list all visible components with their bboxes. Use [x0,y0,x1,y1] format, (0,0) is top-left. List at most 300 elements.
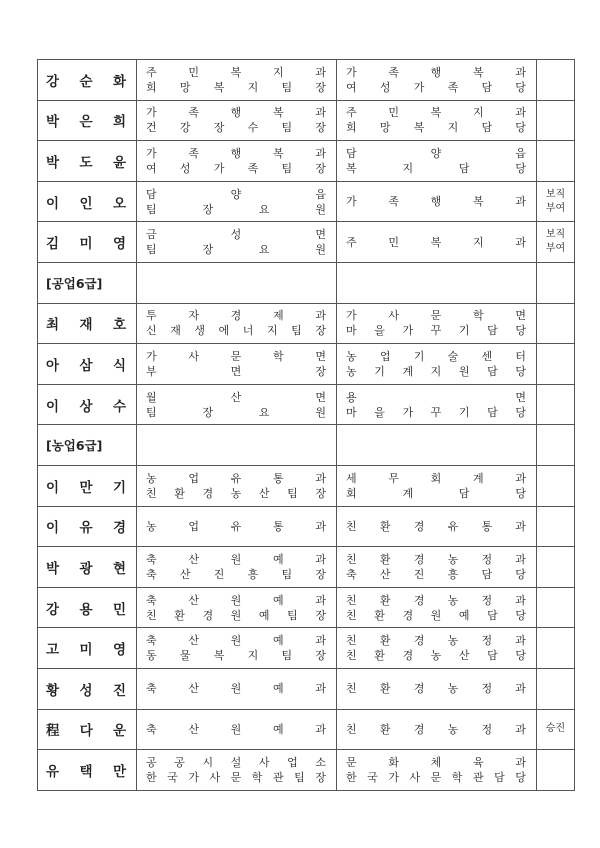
char: 친 [346,519,357,533]
char: 장 [315,608,326,622]
char: 지 [472,106,484,120]
char: 면 [230,364,242,378]
char: 황 [46,682,60,699]
person-name [46,476,126,496]
char: 친 [346,649,357,663]
char: 과 [315,634,326,648]
char: 과 [315,722,326,736]
char: 정 [481,593,493,607]
char: 환 [379,593,391,607]
char: 과 [315,593,326,607]
remarks-cell [537,709,575,750]
char: 담 [487,405,498,419]
table-row [38,222,575,263]
char: 계 [472,471,484,485]
char: 통 [481,519,493,533]
char: 지 [247,649,259,663]
char: 민 [112,601,126,618]
char: 당 [515,80,526,94]
previous-post-cell [137,303,337,344]
text-line [346,770,526,785]
char: 유 [230,519,242,533]
char: 원 [315,405,326,419]
text-line [146,364,326,379]
previous-post-cell [137,344,337,385]
char: 현 [112,560,126,577]
table-row [38,506,575,547]
text-line [146,770,326,785]
char: 지 [266,324,278,338]
char: 당 [515,567,526,581]
char: 농 [146,471,157,485]
char: 을 [374,324,385,338]
text-line [346,486,526,501]
char: 당 [515,770,526,784]
person-name [46,760,126,780]
char: 예 [258,608,270,622]
char: 경 [202,608,214,622]
table-row [38,709,575,750]
char: 과 [515,471,526,485]
text-line [146,567,326,582]
text-line [346,194,526,209]
char: 사 [409,770,421,784]
char: 장 [202,202,214,216]
text-line [346,648,526,663]
char: 술 [447,349,459,363]
text-line [346,105,526,120]
remarks-cell [537,222,575,263]
char: 과 [315,519,326,533]
char: 축 [146,593,157,607]
char: 월 [146,390,157,404]
char: 원 [230,634,242,648]
new-post-cell [337,344,537,385]
char: 담 [481,567,493,581]
char: 장 [315,324,326,338]
char: 팀 [281,161,293,175]
char: 장 [202,243,214,257]
new-post-cell [337,587,537,628]
char: 예 [272,722,284,736]
person-name [46,110,126,130]
text-line [146,486,326,501]
char: 성 [179,161,191,175]
char: 정 [481,722,493,736]
char: 예 [272,634,284,648]
text-line [146,242,326,257]
table-row [38,181,575,222]
char: 기 [413,349,425,363]
char: 사 [209,770,221,784]
empty-cell [337,425,537,466]
char: 학 [451,770,463,784]
char: 친 [346,552,357,566]
previous-post-cell [137,141,337,182]
text-line [346,308,526,323]
char: 환 [174,608,185,622]
char: 삼 [79,357,93,374]
char: 과 [315,552,326,566]
char: 당 [515,608,526,622]
remarks-cell [537,384,575,425]
char: 원 [230,593,242,607]
char: 여 [146,161,157,175]
previous-post-cell [137,547,337,588]
char: 농 [447,634,459,648]
char: 업 [287,755,298,769]
person-name [46,313,126,333]
char: 산 [188,634,199,648]
text-line [146,146,326,161]
char: 원 [230,722,242,736]
name-cell [38,668,137,709]
char: 지 [447,121,459,135]
char: 축 [346,567,357,581]
char: 가 [346,65,357,79]
text-line [146,390,326,405]
char: 원 [458,364,470,378]
char: 팀 [146,243,157,257]
char: 상 [79,398,93,415]
table-row [38,141,575,182]
char: 한 [346,770,357,784]
name-cell [38,344,137,385]
char: 축 [146,722,157,736]
char: 유 [230,471,242,485]
text-line [146,519,326,534]
char: 산 [379,567,391,581]
char: 원 [430,608,442,622]
char: 양 [230,187,242,201]
text-line [146,349,326,364]
remark-text: 부여 [545,202,566,214]
char: 고 [46,642,60,659]
char: 김 [46,236,60,253]
text-line [346,390,526,405]
char: 지 [272,65,284,79]
new-post-cell [337,384,537,425]
char: 담 [487,364,498,378]
empty-cell [137,262,337,303]
char: 과 [315,106,326,120]
char: 학 [272,349,284,363]
char: 환 [174,486,185,500]
char: 담 [458,486,470,500]
char: 강 [179,121,191,135]
char: 축 [146,634,157,648]
char: 주 [146,65,157,79]
char: 수 [247,121,259,135]
char: 복 [213,649,225,663]
remarks-cell [537,100,575,141]
text-line [146,187,326,202]
char: 지 [402,161,414,175]
char: 관 [272,770,284,784]
text-line [146,120,326,135]
char: 만 [79,479,93,496]
char: 학 [472,309,484,323]
char: 가 [188,770,199,784]
char: 수 [112,398,126,415]
text-line [146,105,326,120]
char: 산 [179,567,191,581]
char: 양 [430,146,442,160]
text-line [346,593,526,608]
new-post-cell [337,465,537,506]
char: 족 [188,106,199,120]
person-name [46,70,126,90]
remarks-cell [537,506,575,547]
char: 과 [515,235,526,249]
previous-post-cell [137,628,337,669]
char: 꾸 [430,405,442,419]
char: 통 [272,471,284,485]
char: 사 [388,309,399,323]
char: 면 [515,390,526,404]
char: 마 [346,405,357,419]
remarks-cell [537,344,575,385]
char: 산 [188,682,199,696]
char: 가 [402,324,414,338]
char: 호 [112,317,126,334]
char: 운 [112,723,126,740]
char: 원 [315,202,326,216]
char: 민 [188,65,199,79]
char: 과 [515,195,526,209]
char: 복 [472,195,484,209]
char: 가 [388,770,399,784]
char: 경 [112,520,126,537]
char: 당 [515,486,526,500]
char: 원 [230,552,242,566]
name-cell [38,547,137,588]
char: 과 [315,682,326,696]
char: 팀 [146,405,157,419]
char: 지 [247,80,259,94]
char: 산 [188,593,199,607]
char: 기 [458,324,470,338]
char: 문 [230,770,242,784]
table-row [38,60,575,101]
char: 희 [146,80,157,94]
previous-post-cell [137,506,337,547]
char: 담 [481,80,493,94]
char: 농 [447,552,459,566]
char: 친 [346,682,357,696]
text-line [346,608,526,623]
char: 회 [346,486,357,500]
empty-cell [537,262,575,303]
previous-post-cell [137,384,337,425]
new-post-cell [337,709,537,750]
char: 환 [374,649,385,663]
char: 농 [430,649,442,663]
text-line [346,633,526,648]
char: 체 [430,755,442,769]
char: 축 [146,567,157,581]
char: 이 [46,195,60,212]
char: 당 [515,364,526,378]
char: 장 [213,121,225,135]
char: 박 [46,560,60,577]
char: 공 [174,755,185,769]
char: 광 [79,560,93,577]
char: 과 [515,65,526,79]
name-cell [38,628,137,669]
name-cell [38,303,137,344]
char: 제 [272,309,284,323]
char: 친 [346,634,357,648]
char: 과 [515,722,526,736]
char: 경 [402,649,414,663]
char: 당 [515,121,526,135]
char: 다 [79,723,93,740]
char: 예 [272,552,284,566]
char: 영 [112,236,126,253]
char: 장 [202,405,214,419]
name-cell [38,709,137,750]
section-label: [공업6급] [38,262,137,303]
char: 복 [272,106,284,120]
remarks-cell [537,587,575,628]
previous-post-cell [137,181,337,222]
text-line [346,405,526,420]
section-label: [농업6급] [38,425,137,466]
char: 행 [430,195,442,209]
char: 이 [46,479,60,496]
char: 화 [112,73,126,90]
char: 복 [213,80,225,94]
remarks-cell [537,668,575,709]
table-row [38,100,575,141]
char: 가 [146,349,157,363]
text-line [146,608,326,623]
char: 요 [258,243,270,257]
text-line [346,235,526,250]
char: 원 [230,682,242,696]
char: 행 [230,146,242,160]
text-line [146,405,326,420]
char: 경 [413,634,425,648]
char: 민 [388,235,399,249]
char: 행 [430,65,442,79]
char: 과 [315,471,326,485]
name-cell [38,384,137,425]
table-row [38,303,575,344]
char: 정 [481,634,493,648]
char: 가 [346,309,357,323]
char: 족 [247,161,259,175]
char: 인 [79,195,93,212]
char: 너 [242,324,254,338]
char: 무 [388,471,399,485]
char: 가 [402,405,414,419]
text-line [146,471,326,486]
char: 화 [388,755,399,769]
char: 농 [447,682,459,696]
char: 농 [346,349,357,363]
char: 가 [146,146,157,160]
char: 꾸 [430,324,442,338]
new-post-cell [337,506,537,547]
char: 농 [447,722,459,736]
char: 복 [230,65,242,79]
person-name [46,598,126,618]
char: 경 [230,309,242,323]
char: 족 [188,146,199,160]
char: 진 [213,567,225,581]
char: 문 [346,755,357,769]
remarks-cell [537,141,575,182]
char: 가 [213,161,225,175]
text-line [146,681,326,696]
text-line [146,308,326,323]
char: 망 [379,121,391,135]
char: 소 [315,755,326,769]
char: 담 [487,608,498,622]
text-line [146,633,326,648]
char: 금 [146,228,157,242]
char: 환 [379,682,391,696]
char: 국 [367,770,378,784]
char: 면 [315,228,326,242]
char: 친 [146,608,157,622]
previous-post-cell [137,668,337,709]
char: 과 [515,519,526,533]
char: 복 [346,161,357,175]
char: 재 [170,324,181,338]
char: 기 [458,405,470,419]
text-line [346,364,526,379]
char: 담 [146,187,157,201]
char: 농 [346,364,357,378]
char: 족 [388,195,399,209]
char: 이 [46,520,60,537]
text-line [146,648,326,663]
char: 담 [494,770,505,784]
char: 팀 [146,202,157,216]
person-name [46,516,126,536]
text-line [346,552,526,567]
char: 지 [472,235,484,249]
text-line [346,80,526,95]
char: 이 [46,398,60,415]
person-name [46,638,126,658]
char: 을 [374,405,385,419]
person-name [46,151,126,171]
table-row [38,628,575,669]
char: 건 [146,121,157,135]
char: 程 [46,723,60,740]
previous-post-cell [137,709,337,750]
char: 경 [413,552,425,566]
char: 원 [315,243,326,257]
char: 장 [315,770,326,784]
char: 복 [472,65,484,79]
char: 기 [374,364,385,378]
char: 요 [258,202,270,216]
text-line [346,567,526,582]
char: 센 [481,349,493,363]
text-line [146,65,326,80]
text-line [146,755,326,770]
char: 예 [458,608,470,622]
char: 장 [315,649,326,663]
remarks-cell [537,181,575,222]
char: 문 [430,309,442,323]
char: 진 [413,567,425,581]
